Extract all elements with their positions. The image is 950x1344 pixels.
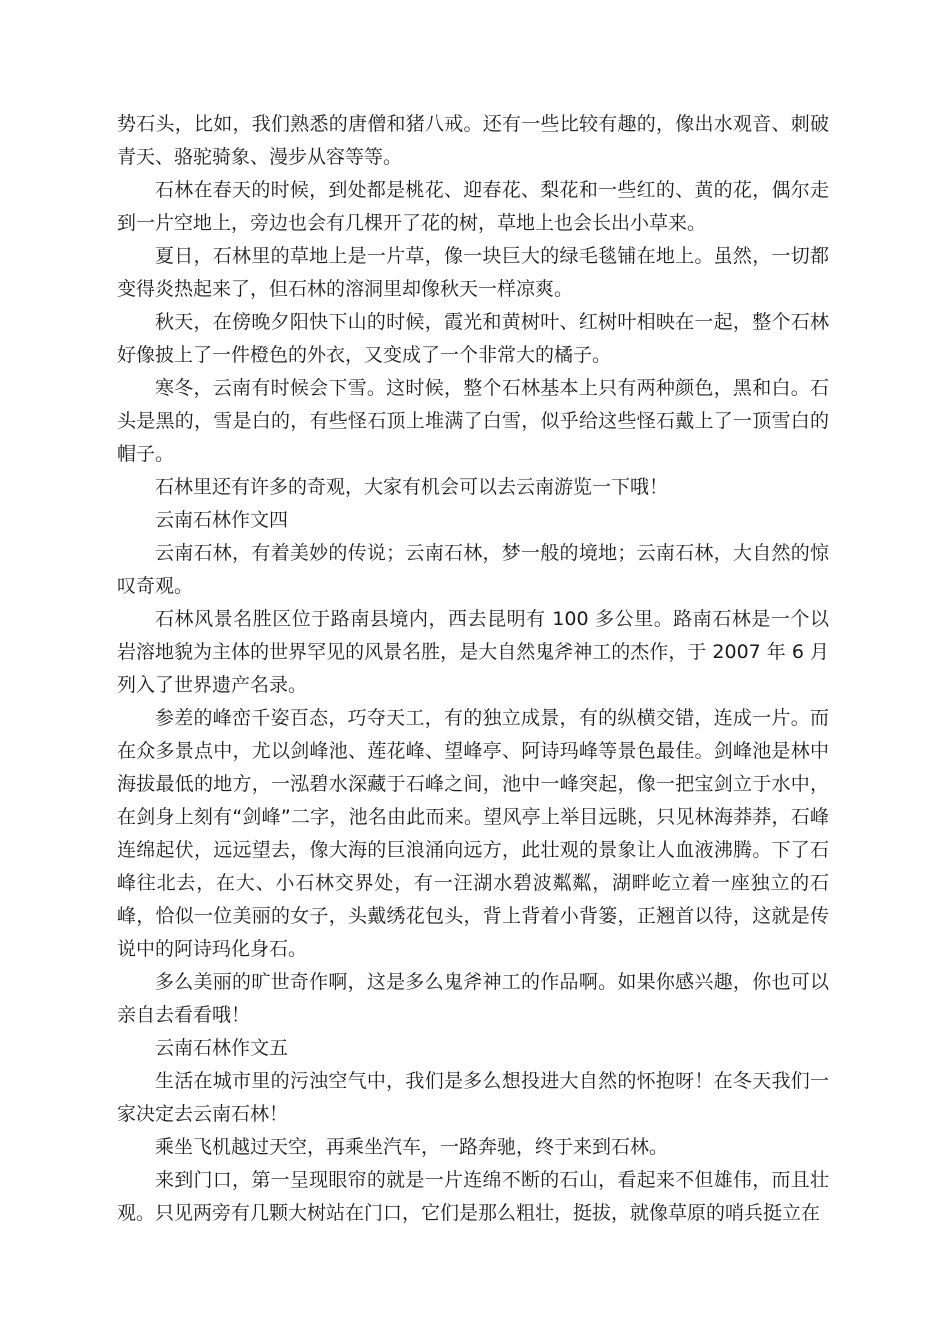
paragraph-location: 石林风景名胜区位于路南县境内，西去昆明有 100 多公里。路南石林是一个以岩溶地貌为主体的世界罕见的风景名胜，是大自然鬼斧神工的杰作，于 2007 年 6 月列入了世界遗产名录。 [117,608,829,696]
paragraph-intro: 云南石林，有着美妙的传说；云南石林，梦一般的境地；云南石林，大自然的惊叹奇观。 [117,542,829,597]
section-heading-four: 云南石林作文四 [155,509,289,531]
paragraph-autumn: 秋天，在傍晚夕阳快下山的时候，霞光和黄树叶、红树叶相映在一起，整个石林好像披上了一件橙色的外衣，又变成了一个非常大的橘子。 [117,311,829,366]
document-body [117,108,829,1230]
paragraph-travel: 乘坐飞机越过天空，再乘坐汽车，一路奔驰，终于来到石林。 [155,1136,669,1158]
paragraph-summer: 夏日，石林里的草地上是一片草，像一块巨大的绿毛毯铺在地上。虽然，一切都变得炎热起来了，但石林的溶洞里却像秋天一样凉爽。 [117,245,829,300]
paragraph-winter: 寒冬，云南有时候会下雪。这时候，整个石林基本上只有两种颜色，黑和白。石头是黑的，雪是白的，有些怪石顶上堆满了白雪，似乎给这些怪石戴上了一顶雪白的帽子。 [117,377,829,465]
section-heading-five: 云南石林作文五 [155,1037,289,1059]
paragraph-entrance: 来到门口，第一呈现眼帘的就是一片连绵不断的石山，看起来不但雄伟，而且壮观。只见两旁有几颗大树站在门口，它们是那么粗壮，挺拔，就像草原的哨兵挺立在 [117,1169,829,1224]
paragraph-scenery: 参差的峰峦千姿百态，巧夺天工，有的独立成景，有的纵横交错，连成一片。而在众多景点中，尤以剑峰池、莲花峰、望峰亭、阿诗玛峰等景色最佳。剑峰池是林中海拔最低的地方，一泓碧水深藏于石峰之间，池中一峰突起，像一把宝剑立于水中，在剑身上刻有“剑峰”二字，池名由此而来。望风亭上举目远眺，只见林海莽莽，石峰连绵起伏，远远望去，像大海的巨浪涌向远方，此壮观的景象让人血液沸腾。下了石峰往北去，在大、小石林交界处，有一汪湖水碧波粼粼，湖畔屹立着一座独立的石峰，恰似一位美丽的女子，头戴绣花包头，背上背着小背篓，正翘首以待，这就是传说中的阿诗玛化身石。 [117,707,829,960]
paragraph-spring: 石林在春天的时候，到处都是桃花、迎春花、梨花和一些红的、黄的花，偶尔走到一片空地上，旁边也会有几棵开了花的树，草地上也会长出小草来。 [117,179,829,234]
paragraph-praise: 多么美丽的旷世奇作啊，这是多么鬼斧神工的作品啊。如果你感兴趣，你也可以亲自去看看哦！ [117,971,829,1026]
paragraph-city-life: 生活在城市里的污浊空气中，我们是多么想投进大自然的怀抱呀！在冬天我们一家决定去云南石林！ [117,1070,829,1125]
paragraph-continued: 势石头，比如，我们熟悉的唐僧和猪八戒。还有一些比较有趣的，像出水观音、刺破青天、骆驼骑象、漫步从容等等。 [117,113,829,168]
paragraph-closing: 石林里还有许多的奇观，大家有机会可以去云南游览一下哦！ [155,476,669,498]
